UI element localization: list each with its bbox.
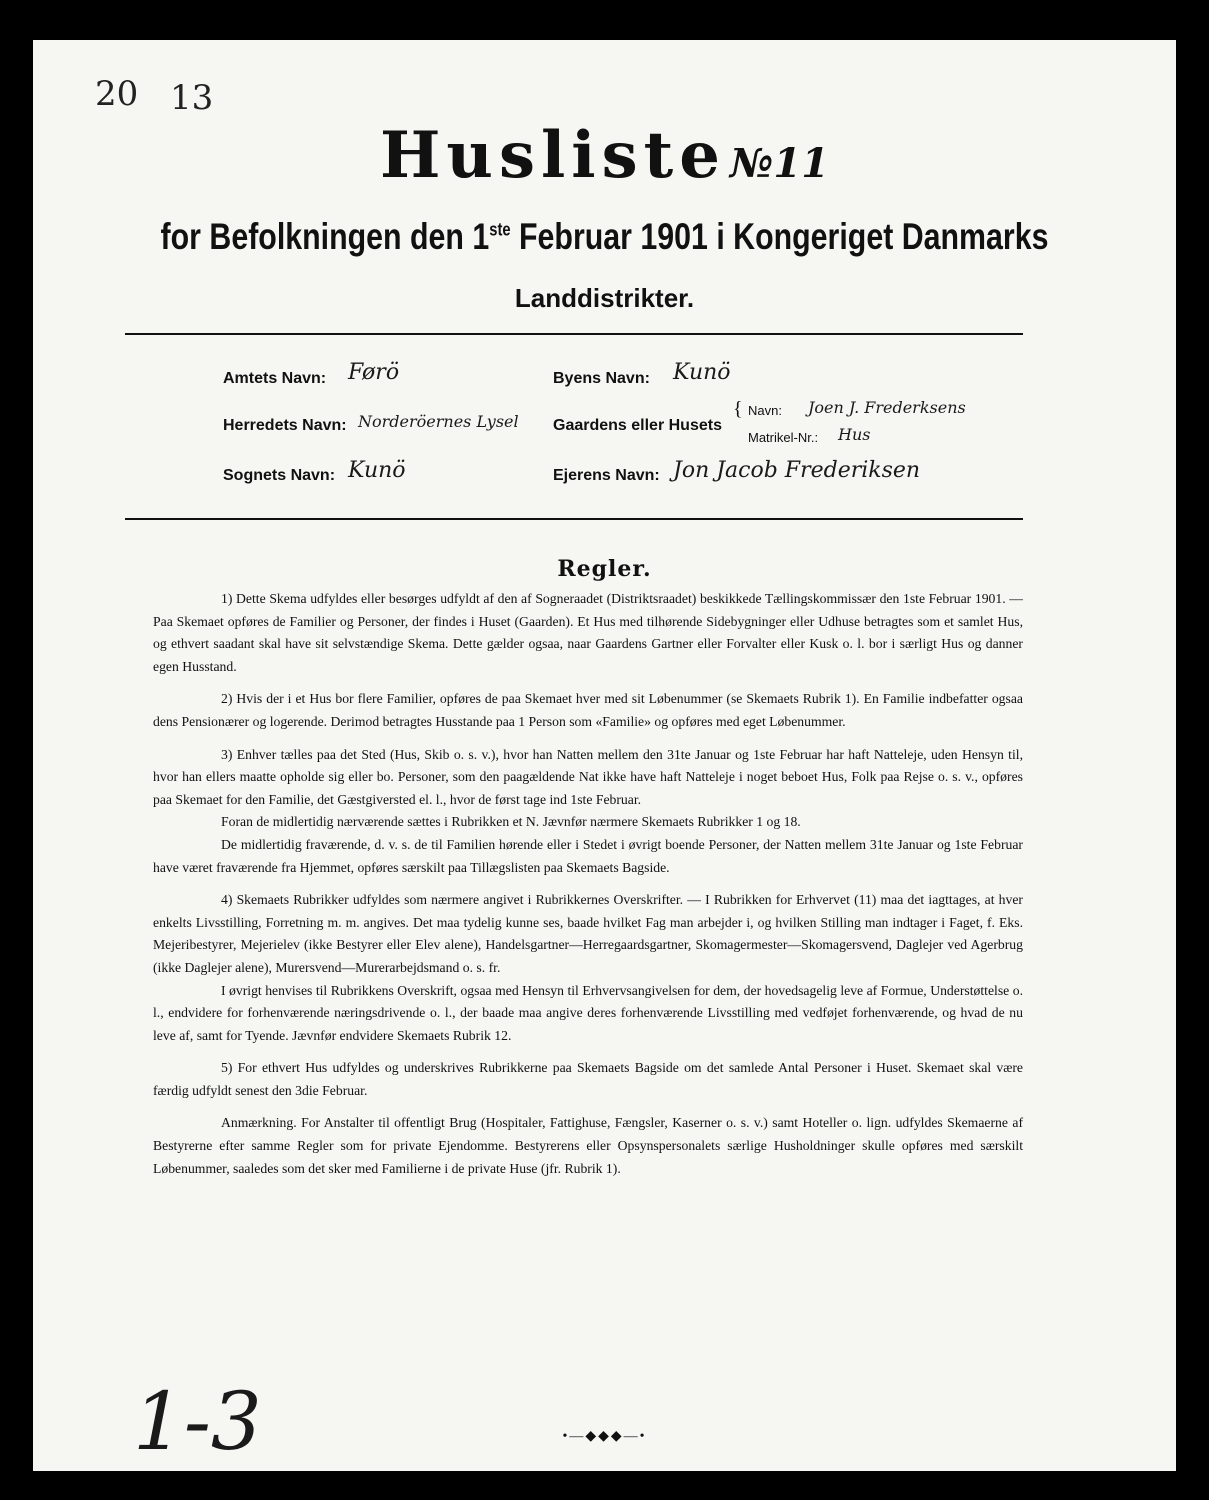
- rule-5: 5) For ethvert Hus udfyldes og underskrives Rubrikkerne paa Skemaets Bagside om det samlede Antal Personer i Huset. Skemaet skal være færdig udfyldt senest den 3die Februar.: [153, 1060, 1023, 1098]
- matrikel-value: Hus: [838, 425, 871, 444]
- matrikel-label: Matrikel-Nr.:: [748, 430, 819, 445]
- corner-number-left: 20: [95, 74, 139, 114]
- rule-2: 2) Hvis der i et Hus bor flere Familier, opføres de paa Skemaet hver med sit Løbenummer (se Skemaets Rubrik 1). En Familie indbefatter ogsaa dens Pensionærer og logerende. Derimod betragtes Husstande paa 1 Person som «Familie» og opføres med eget Løbenummer.: [153, 691, 1023, 729]
- title-main: Husliste: [379, 118, 726, 193]
- pen-mark: 1-3: [133, 1375, 262, 1468]
- rule-3-cont-a: Foran de midlertidig nærværende sættes i Rubrikken et N. Jævnfør nærmere Skemaets Rubrikker 1 og 18.: [221, 814, 801, 830]
- district-heading: Landdistrikter.: [514, 283, 695, 313]
- ejer-value: Jon Jacob Frederiksen: [673, 458, 921, 483]
- navn-value: Joen J. Frederksens: [808, 398, 966, 417]
- divider-top: [125, 333, 1023, 335]
- form-title: [33, 118, 1176, 193]
- by-value: Kunö: [673, 360, 731, 385]
- navn-label: Navn:: [748, 403, 782, 418]
- census-form-page: [33, 40, 1176, 1471]
- title-number: 11: [773, 140, 830, 187]
- sogn-label: Sognets Navn:: [223, 467, 336, 484]
- rule-4: 4) Skemaets Rubrikker udfyldes som nærmere angivet i Rubrikkernes Overskrifter. — I Rubrikken for Erhvervet (11) maa det iagttages, at hver enkelts Livsstilling, Forretning m. m. angives. Det maa tydelig kunne ses, baade hvilket Fag man arbejder i, og hvilken Stilling man indtager i Faget, f. Eks. Mejeribestyrer, Mejerielev (ikke Bestyrer eller Elev alene), Handelsgartner—Herregaardsgartner, Skomagermester—Skomagersvend, Daglejer ved Agerbrug (ikke Daglejer alene), Murersvend—Murerarbejdsmand o. s. fr.: [153, 892, 1023, 975]
- herred-value: Norderöernes Lysel: [358, 412, 519, 431]
- ejer-label: Ejerens Navn:: [553, 467, 660, 484]
- rule-note: Anmærkning. For Anstalter til offentligt Brug (Hospitaler, Fattighuse, Fængsler, Kaserner o. s. v.) samt Hoteller o. lign. udfyldes Skemaerne af Bestyrerne efter samme Regler som for private Ejendomme. Bestyrerens eller Opsynspersonalets særlige Husholdninger skulle opføres med særskilt Løbenummer, saaledes som det sker med Familierne i de private Huse (jfr. Rubrik 1).: [153, 1115, 1023, 1176]
- form-subtitle: [136, 216, 1073, 258]
- rule-1: 1) Dette Skema udfyldes eller besørges udfyldt af den af Sogneraadet (Distriktsraadet) beskikkede Tællingskommissær den 1ste Februar 1901. — Paa Skemaet opføres de Familier og Personer, der findes i Huset (Gaarden). Et Hus med tilhørende Sidebygninger eller Udhuse betragtes som et samlet Hus, og ethvert saadant skal have sit selvstændige Skema. Dette gælder ogsaa, naar Gaardens Gartner eller Forvalter eller Kusk o. l. bor i særligt Hus og danner egen Husstand.: [153, 591, 1023, 674]
- title-number-prefix: №: [729, 140, 774, 187]
- rules-body: [153, 588, 1023, 1190]
- rule-4-cont: I øvrigt henvises til Rubrikkens Overskrift, ogsaa med Hensyn til Erhvervsangivelsen for dem, der hovedsagelig leve af Formue, Understøttelse o. l., endvidere for forhenværende næringsdrivende o. l., der baade maa angive deres forhenværende Livsstilling med vedføjet forhenværende, og hvad de nu leve af, samt for Tyende. Jævnfør endvidere Skemaets Rubrik 12.: [153, 982, 1023, 1043]
- herred-label: Herredets Navn:: [223, 417, 347, 434]
- subtitle-after: Februar 1901 i Kongeriget Danmarks: [510, 216, 1049, 257]
- sogn-value: Kunö: [348, 458, 406, 483]
- rule-3-cont-b: De midlertidig fraværende, d. v. s. de til Familien hørende eller i Stedet i øvrigt boende Personer, der Natten mellem 31te Januar og 1ste Februar have været fraværende fra Hjemmet, opføres særskilt paa Tillægslisten paa Skemaets Bagside.: [153, 836, 1023, 875]
- gaard-label: Gaardens eller Husets: [553, 417, 722, 434]
- corner-number-right: 13: [170, 78, 214, 118]
- subtitle-before: for Befolkningen den 1: [160, 216, 490, 257]
- rule-3: 3) Enhver tælles paa det Sted (Hus, Skib o. s. v.), hvor han Natten mellem den 31te Januar og 1ste Februar har haft Natteleje, uden Hensyn til, hvor han ellers maatte opholde sig eller bo. Personer, som den paagældende Nat ikke have haft Natteleje i noget beboet Hus, Folk paa Rejse o. s. v., opføres paa Skemaet for den Familie, det Gæstgiversted el. l., hvor de først tage ind 1ste Februar.: [153, 746, 1023, 807]
- amt-value: Førö: [348, 360, 400, 385]
- subtitle-sup: ste: [489, 219, 511, 240]
- brace-bracket: {: [733, 398, 743, 420]
- ornament-divider: •—◆◆◆—•: [562, 1429, 647, 1444]
- by-label: Byens Navn:: [553, 370, 650, 387]
- divider-bottom: [125, 518, 1023, 520]
- rules-heading: Regler.: [557, 556, 652, 582]
- amt-label: Amtets Navn:: [223, 370, 327, 387]
